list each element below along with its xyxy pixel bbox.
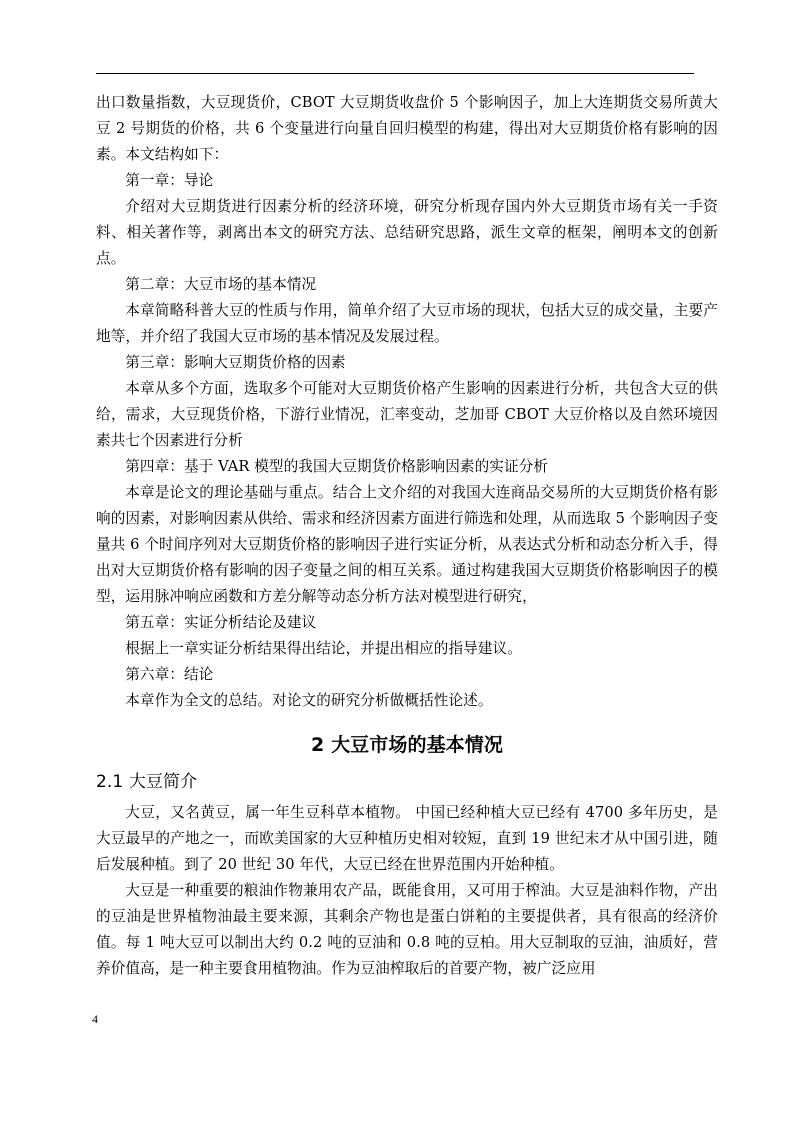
- paragraph: 本章作为全文的总结。对论文的研究分析做概括性论述。: [125, 692, 493, 709]
- paragraph: 出口数量指数，大豆现货价，CBOT 大豆期货收盘价 5 个影响因子，加上大连期货交易所黄大豆 2 号期货的价格，共 6 个变量进行向量自回归模型的构建，得出对大豆期货价格有影响的因素。本文结构如下：: [96, 94, 718, 163]
- paragraph: 本章是论文的理论基础与重点。结合上文介绍的对我国大连商品交易所的大豆期货价格有影响的因素，对影响因素从供给、需求和经济因素方面进行筛选和处理，从而选取 5 个影响因子变量共 6 个时间序列对大豆期货价格的影响因子进行实证分析，从表达式分析和动态分析入手，得出对大豆期货价格有影响的因子变量之间的相互关系。通过构建我国大豆期货价格影响因子的模型，运用脉冲响应函数和方差分解等动态分析方法对模型进行研究，: [96, 484, 718, 605]
- page-number: 4: [92, 1012, 98, 1026]
- paragraph: 本章简略科普大豆的性质与作用，简单介绍了大豆市场的现状，包括大豆的成交量，主要产地等，并介绍了我国大豆市场的基本情况及发展过程。: [96, 302, 718, 345]
- subsection-heading: 2.1 大豆简介: [96, 772, 198, 792]
- paragraph: 介绍对大豆期货进行因素分析的经济环境，研究分析现存国内外大豆期货市场有关一手资料、相关著作等，剥离出本文的研究方法、总结研究思路，派生文章的框架，阐明本文的创新点。: [96, 198, 718, 267]
- chapter-4-heading: 第四章：基于 VAR 模型的我国大豆期货价格影响因素的实证分析: [125, 458, 549, 475]
- paragraph: 本章从多个方面，选取多个可能对大豆期货价格产生影响的因素进行分析，共包含大豆的供给，需求，大豆现货价格，下游行业情况，汇率变动，芝加哥 CBOT 大豆价格以及自然环境因素共七个因素进行分析: [96, 380, 718, 449]
- chapter-2-heading: 第二章：大豆市场的基本情况: [125, 276, 317, 293]
- chapter-3-heading: 第三章：影响大豆期货价格的因素: [125, 354, 346, 371]
- chapter-5-heading: 第五章：实证分析结论及建议: [125, 614, 317, 631]
- body-text: [96, 90, 718, 982]
- paragraph: 大豆，又名黄豆，属一年生豆科草本植物。 中国已经种植大豆已经有 4700 多年历史，是大豆最早的产地之一，而欧美国家的大豆种植历史相对较短，直到 19 世纪末才从中国引进，随后发展种植。到了 20 世纪 30 年代，大豆已经在世界范围内开始种植。: [96, 804, 718, 873]
- header-rule: [96, 73, 694, 74]
- chapter-1-heading: 第一章：导论: [125, 172, 214, 189]
- chapter-6-heading: 第六章：结论: [125, 666, 214, 683]
- paragraph: 大豆是一种重要的粮油作物兼用农产品，既能食用，又可用于榨油。大豆是油料作物，产出的豆油是世界植物油最主要来源，其剩余产物也是蛋白饼粕的主要提供者，具有很高的经济价值。每 1 吨大豆可以制出大约 0.2 吨的豆油和 0.8 吨的豆柏。用大豆制取的豆油，油质好，营养价值高，是一种主要食用植物油。作为豆油榨取后的首要产物，被广泛应用: [96, 882, 718, 977]
- paragraph: 根据上一章实证分析结果得出结论，并提出相应的指导建议。: [125, 640, 522, 657]
- section-heading: 2 大豆市场的基本情况: [311, 734, 503, 756]
